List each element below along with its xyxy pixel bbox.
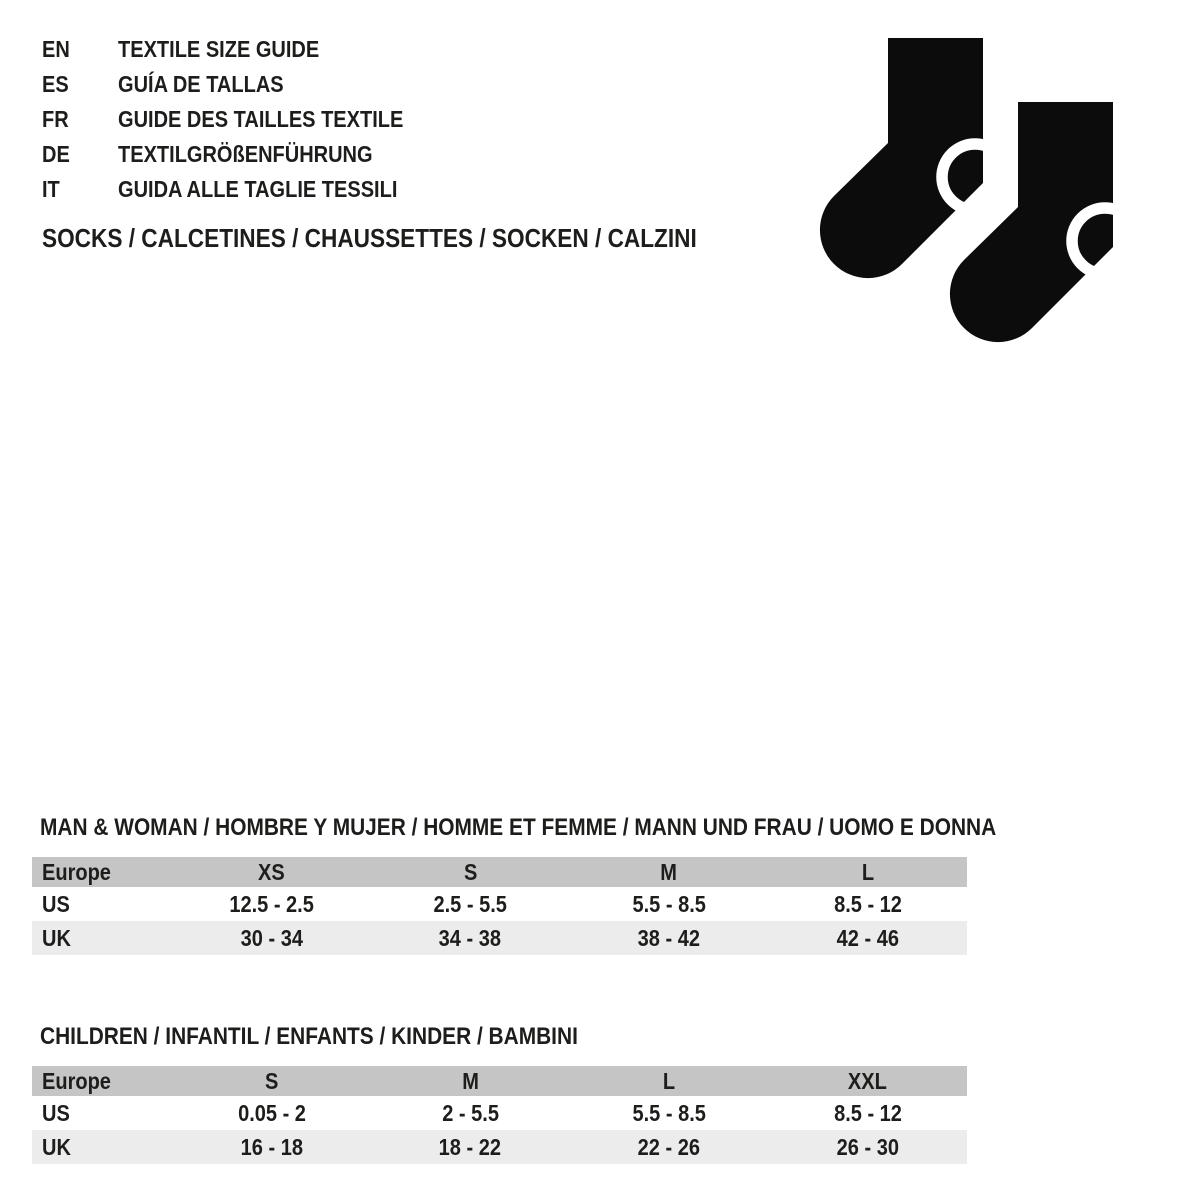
- size-value: 26 - 30: [836, 1133, 899, 1160]
- language-guide-title: GUIDA ALLE TAGLIE TESSILI: [118, 176, 398, 202]
- size-value: 12.5 - 2.5: [229, 890, 314, 917]
- man-woman-section: [32, 814, 997, 955]
- table-row: [32, 1130, 967, 1164]
- table-row: [32, 1096, 967, 1130]
- size-value: 34 - 38: [439, 924, 502, 951]
- language-guide-title: GUIDE DES TAILLES TEXTILE: [118, 106, 404, 132]
- size-value: 5.5 - 8.5: [632, 1099, 706, 1126]
- column-header: Europe: [42, 858, 111, 885]
- language-row: [42, 137, 446, 172]
- language-code: FR: [42, 106, 69, 132]
- socks-icon: [818, 38, 1118, 344]
- man-woman-title: MAN & WOMAN / HOMBRE Y MUJER / HOMME ET FEMME / MANN UND FRAU / UOMO E DONNA: [40, 814, 997, 841]
- language-guide-title: TEXTILGRÖßENFÜHRUNG: [118, 141, 373, 167]
- table-row: [32, 921, 967, 955]
- size-value: 30 - 34: [240, 924, 303, 951]
- size-value: 22 - 26: [637, 1133, 701, 1160]
- size-value: 16 - 18: [240, 1133, 303, 1160]
- size-value: 8.5 - 12: [833, 890, 902, 917]
- size-value: 5.5 - 8.5: [632, 890, 706, 917]
- language-row: [42, 172, 446, 207]
- size-value: 0.05 - 2: [237, 1099, 306, 1126]
- column-header: S: [463, 858, 477, 885]
- language-code: DE: [42, 141, 70, 167]
- column-header: XS: [258, 858, 285, 885]
- row-label: US: [42, 890, 70, 917]
- children-size-table: [32, 1066, 967, 1164]
- column-header: XXL: [848, 1067, 888, 1094]
- man-woman-size-table: [32, 857, 967, 955]
- language-row: [42, 102, 446, 137]
- size-value: 8.5 - 12: [833, 1099, 902, 1126]
- language-row: [42, 32, 446, 67]
- language-row: [42, 67, 446, 102]
- children-section: [32, 1023, 967, 1164]
- column-header: Europe: [42, 1067, 111, 1094]
- row-label: UK: [42, 924, 71, 951]
- column-header: L: [662, 1067, 676, 1094]
- size-value: 42 - 46: [836, 924, 899, 951]
- language-code: ES: [42, 71, 69, 97]
- table-header-row: [32, 1066, 967, 1096]
- sock-left: [820, 38, 1008, 278]
- language-code: EN: [42, 36, 70, 62]
- table-header-row: [32, 857, 967, 887]
- product-category-title: SOCKS / CALCETINES / CHAUSSETTES / SOCKEN / CALZINI: [42, 222, 697, 253]
- size-value: 18 - 22: [439, 1133, 502, 1160]
- size-value: 2 - 5.5: [441, 1099, 499, 1126]
- column-header: L: [861, 858, 874, 885]
- size-value: 38 - 42: [637, 924, 701, 951]
- language-guide-title: GUÍA DE TALLAS: [118, 71, 284, 97]
- table-row: [32, 887, 967, 921]
- column-header: M: [660, 858, 678, 885]
- language-list: [42, 32, 446, 207]
- size-value: 2.5 - 5.5: [433, 890, 507, 917]
- language-code: IT: [42, 176, 60, 202]
- children-title: CHILDREN / INFANTIL / ENFANTS / KINDER / BAMBINI: [40, 1023, 578, 1050]
- row-label: UK: [42, 1133, 71, 1160]
- column-header: M: [461, 1067, 479, 1094]
- language-guide-title: TEXTILE SIZE GUIDE: [118, 36, 320, 62]
- column-header: S: [264, 1067, 279, 1094]
- row-label: US: [42, 1099, 70, 1126]
